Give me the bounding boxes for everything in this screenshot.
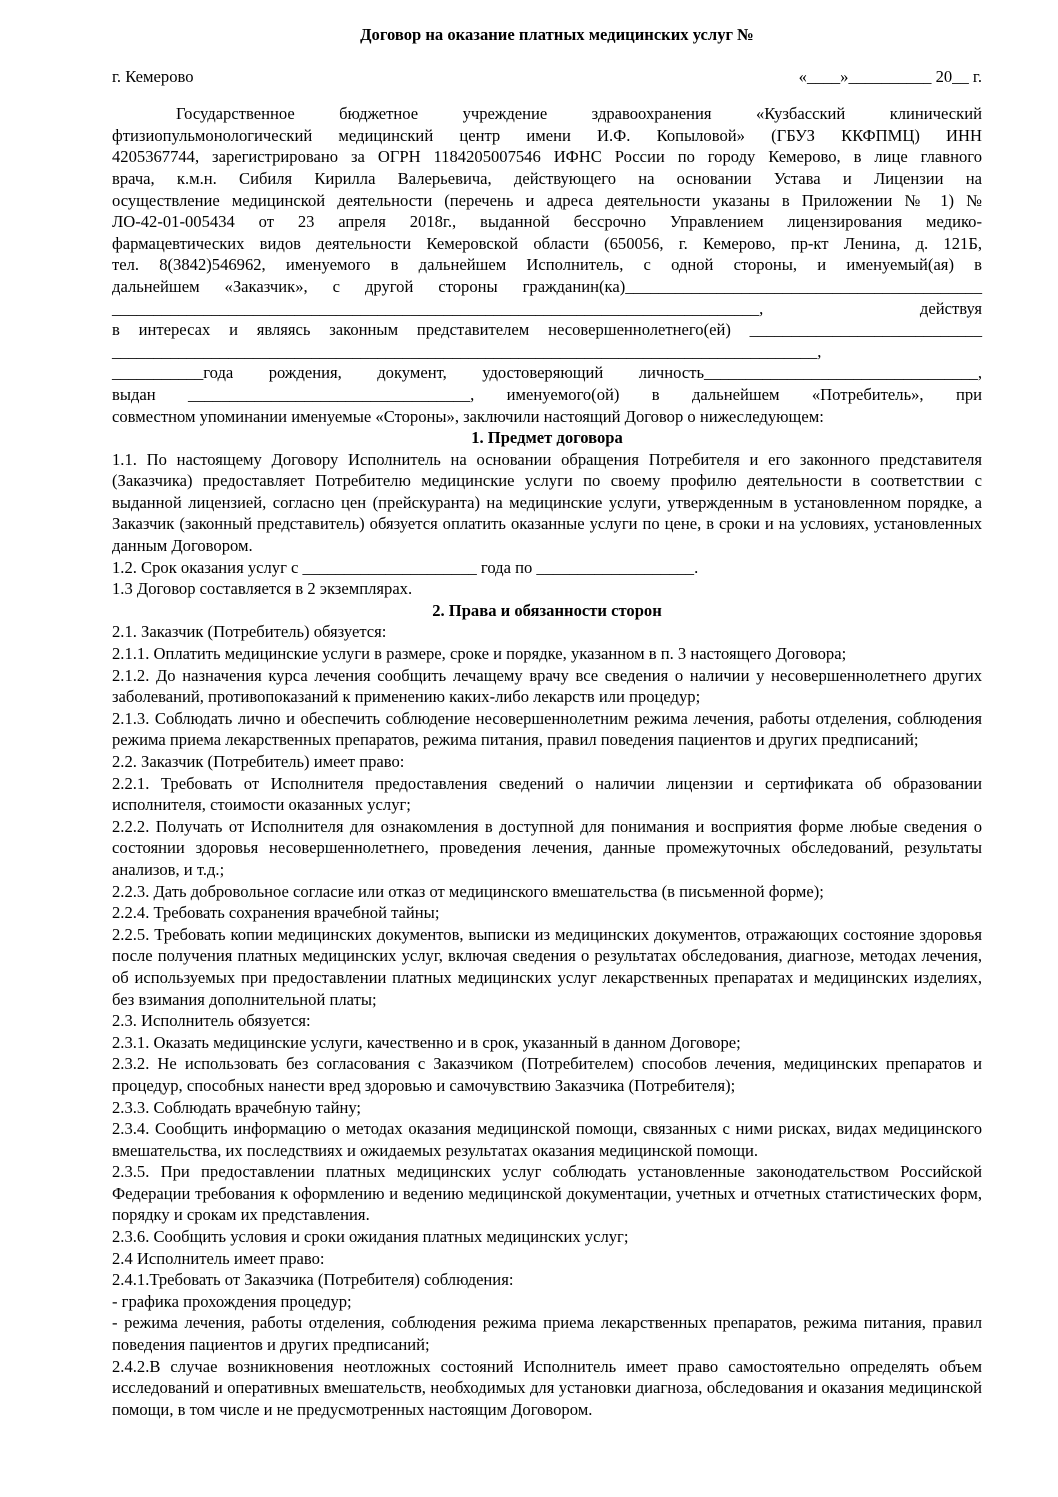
preamble-line: Государственное бюджетное учреждение здравоохранения «Кузбасский клинический (176, 104, 982, 124)
clause-item: 2.2.4. Требовать сохранения врачебной тайны; (112, 903, 440, 923)
city: г. Кемерово (112, 66, 194, 86)
clause-item: 2.3.5. При предоставлении платных медицинских услуг соблюдать установленные законодательством Российской Федерации требования к оформлению и ведению медицинской документации, учетных и отчетных статистических форм, порядку и срокам их представления. (112, 1162, 982, 1225)
clause-item: - графика прохождения процедур; (112, 1291, 352, 1311)
preamble-line: тел. 8(3842)546962, именуемого в дальнейшем Исполнитель, с одной стороны, и именуемый(ая) в (112, 255, 982, 275)
date-field: «____»__________ 20__ г. (798, 66, 982, 86)
preamble-line: 4205367744, зарегистрировано за ОГРН 1184205007546 ИФНС России по городу Кемерово, в лице главного (112, 147, 982, 167)
city-date-line (112, 66, 982, 88)
clause-1-3: 1.3 Договор составляется в 2 экземплярах. (112, 579, 413, 599)
preamble-line: в интересах и являясь законным представителем несовершеннолетнего(ей) ____________________________ (112, 320, 982, 340)
clause-item: 2.1.1. Оплатить медицинские услуги в размере, сроке и порядке, указанном в п. 3 настоящего Договора; (112, 644, 847, 664)
preamble-line: ______________________________________________________________________________, действуя (112, 298, 982, 318)
clause-1-2: 1.2. Срок оказания услуг с _____________________ года по ___________________. (112, 557, 699, 577)
clause-item: 2.2. Заказчик (Потребитель) имеет право: (112, 752, 405, 771)
preamble-line: фармацевтических видов деятельности Кемеровской области (650056, г. Кемерово, пр-кт Ленина, д. 121Б, (112, 233, 982, 253)
section-2-heading: 2. Права и обязанности сторон (432, 600, 662, 620)
preamble-line: дальнейшем «Заказчик», с другой стороны гражданин(ка)___________________________________________ (112, 276, 982, 296)
clause-item: 2.3.4. Сообщить информацию о методах оказания медицинской помощи, связанных с ними рисках, видах медицинского вмешательства, их последствиях и ожидаемых результатах оказания медицинской помощи. (112, 1119, 982, 1160)
preamble-line: врача, к.м.н. Сибиля Кирилла Валерьевича, действующего на основании Устава и Лицензии на (112, 168, 982, 188)
preamble-line: выдан __________________________________, именуемого(ой) в дальнейшем «Потребитель», при (112, 384, 982, 404)
clause-item: 2.3.1. Оказать медицинские услуги, качественно и в срок, указанный в данном Договоре; (112, 1032, 741, 1052)
preamble-line: фтизиопульмонологический медицинский центр имени И.Ф. Копыловой» (ГБУЗ ККФПМЦ) ИНН (112, 125, 982, 145)
clause-item: 2.4.1.Требовать от Заказчика (Потребителя) соблюдения: (112, 1270, 514, 1290)
clause-item: 2.3.3. Соблюдать врачебную тайну; (112, 1097, 362, 1117)
preamble (112, 103, 982, 427)
preamble-line: ЛО-42-01-005434 от 23 апреля 2018г., выданной бессрочно Управлением лицензирования медико- (112, 212, 982, 232)
clause-item: 2.2.3. Дать добровольное согласие или отказ от медицинского вмешательства (в письменной форме); (112, 881, 824, 901)
clause-item: 2.4 Исполнитель имеет право: (112, 1248, 325, 1268)
clause-item: 2.1. Заказчик (Потребитель) обязуется: (112, 622, 387, 642)
clause-1-1: 1.1. По настоящему Договору Исполнитель на основании обращения Потребителя и его законного представителя (Заказчика) предоставляет Потребителю медицинские услуги по своему профилю деятельности в соответствии с выданной лицензией, согласно цен (прейскуранта) на медицинские услуги, утвержденным в установленном порядке, а Заказчик (законный представитель) обязуется оплатить оказанные услуги по цене, в сроки и на условиях, установленных данным Договором. (112, 449, 982, 556)
clause-item: 2.3.6. Сообщить условия и сроки ожидания платных медицинских услуг; (112, 1227, 629, 1247)
document-title: Договор на оказание платных медицинских услуг № (360, 25, 754, 44)
preamble-line: _____________________________________________________________________________________, (112, 341, 822, 361)
clause-item: 2.1.2. До назначения курса лечения сообщить лечащему врачу все сведения о наличии у несовершеннолетнего других заболеваний, противопоказаний к применению каких-либо лекарств или процедур; (112, 665, 982, 707)
section-1-heading: 1. Предмет договора (471, 428, 623, 448)
clause-item: 2.3. Исполнитель обязуется: (112, 1011, 311, 1031)
preamble-line: совместном упоминании именуемые «Стороны», заключили настоящий Договор о нижеследующем: (112, 406, 824, 426)
clause-item: 2.4.2.В случае возникновения неотложных состояний Исполнитель имеет право самостоятельно определять объем исследований и оперативных вмешательств, необходимых для установки диагноза, обследования и оказания медицинской помощи, в том числе и не предусмотренных настоящим Договором. (112, 1356, 982, 1419)
clause-item: 2.1.3. Соблюдать лично и обеспечить соблюдение несовершеннолетним режима лечения, работы отделения, соблюдения режима приема лекарственных препаратов, режима питания, правил поведения пациентов и других предписаний; (112, 708, 982, 750)
clause-item: - режима лечения, работы отделения, соблюдения режима приема лекарственных препаратов, режима питания, правил поведения пациентов и других предписаний; (112, 1313, 982, 1355)
preamble-line: осуществление медицинской деятельности (перечень и адреса деятельности указаны в Приложении № 1) № (112, 190, 982, 210)
preamble-line: ___________года рождения, документ, удостоверяющий личность_________________________________, (112, 363, 982, 383)
clause-item: 2.2.1. Требовать от Исполнителя предоставления сведений о наличии лицензии и сертификата об образовании исполнителя, стоимости оказанных услуг; (112, 773, 982, 815)
clause-item: 2.2.5. Требовать копии медицинских документов, выписки из медицинских документов, отражающих состояние здоровья после получения платных медицинских услуг, включая сведения о результатах обследования, диагнозе, методах лечения, об используемых при предоставлении платных медицинских услуг лекарственных препаратах и медицинских изделиях, без взимания дополнительной платы; (112, 924, 982, 1009)
clause-item: 2.2.2. Получать от Исполнителя для ознакомления в доступной для понимания и восприятия форме любые сведения о состоянии здоровья несовершеннолетнего, проведения лечения, данные промежуточных обследований, результаты анализов, и т.д.; (112, 816, 982, 879)
clause-item: 2.3.2. Не использовать без согласования с Заказчиком (Потребителем) способов лечения, медицинских препаратов и процедур, способных нанести вред здоровью и самочувствию Заказчика (Потребителя); (112, 1054, 982, 1095)
contract-page (112, 24, 982, 1420)
